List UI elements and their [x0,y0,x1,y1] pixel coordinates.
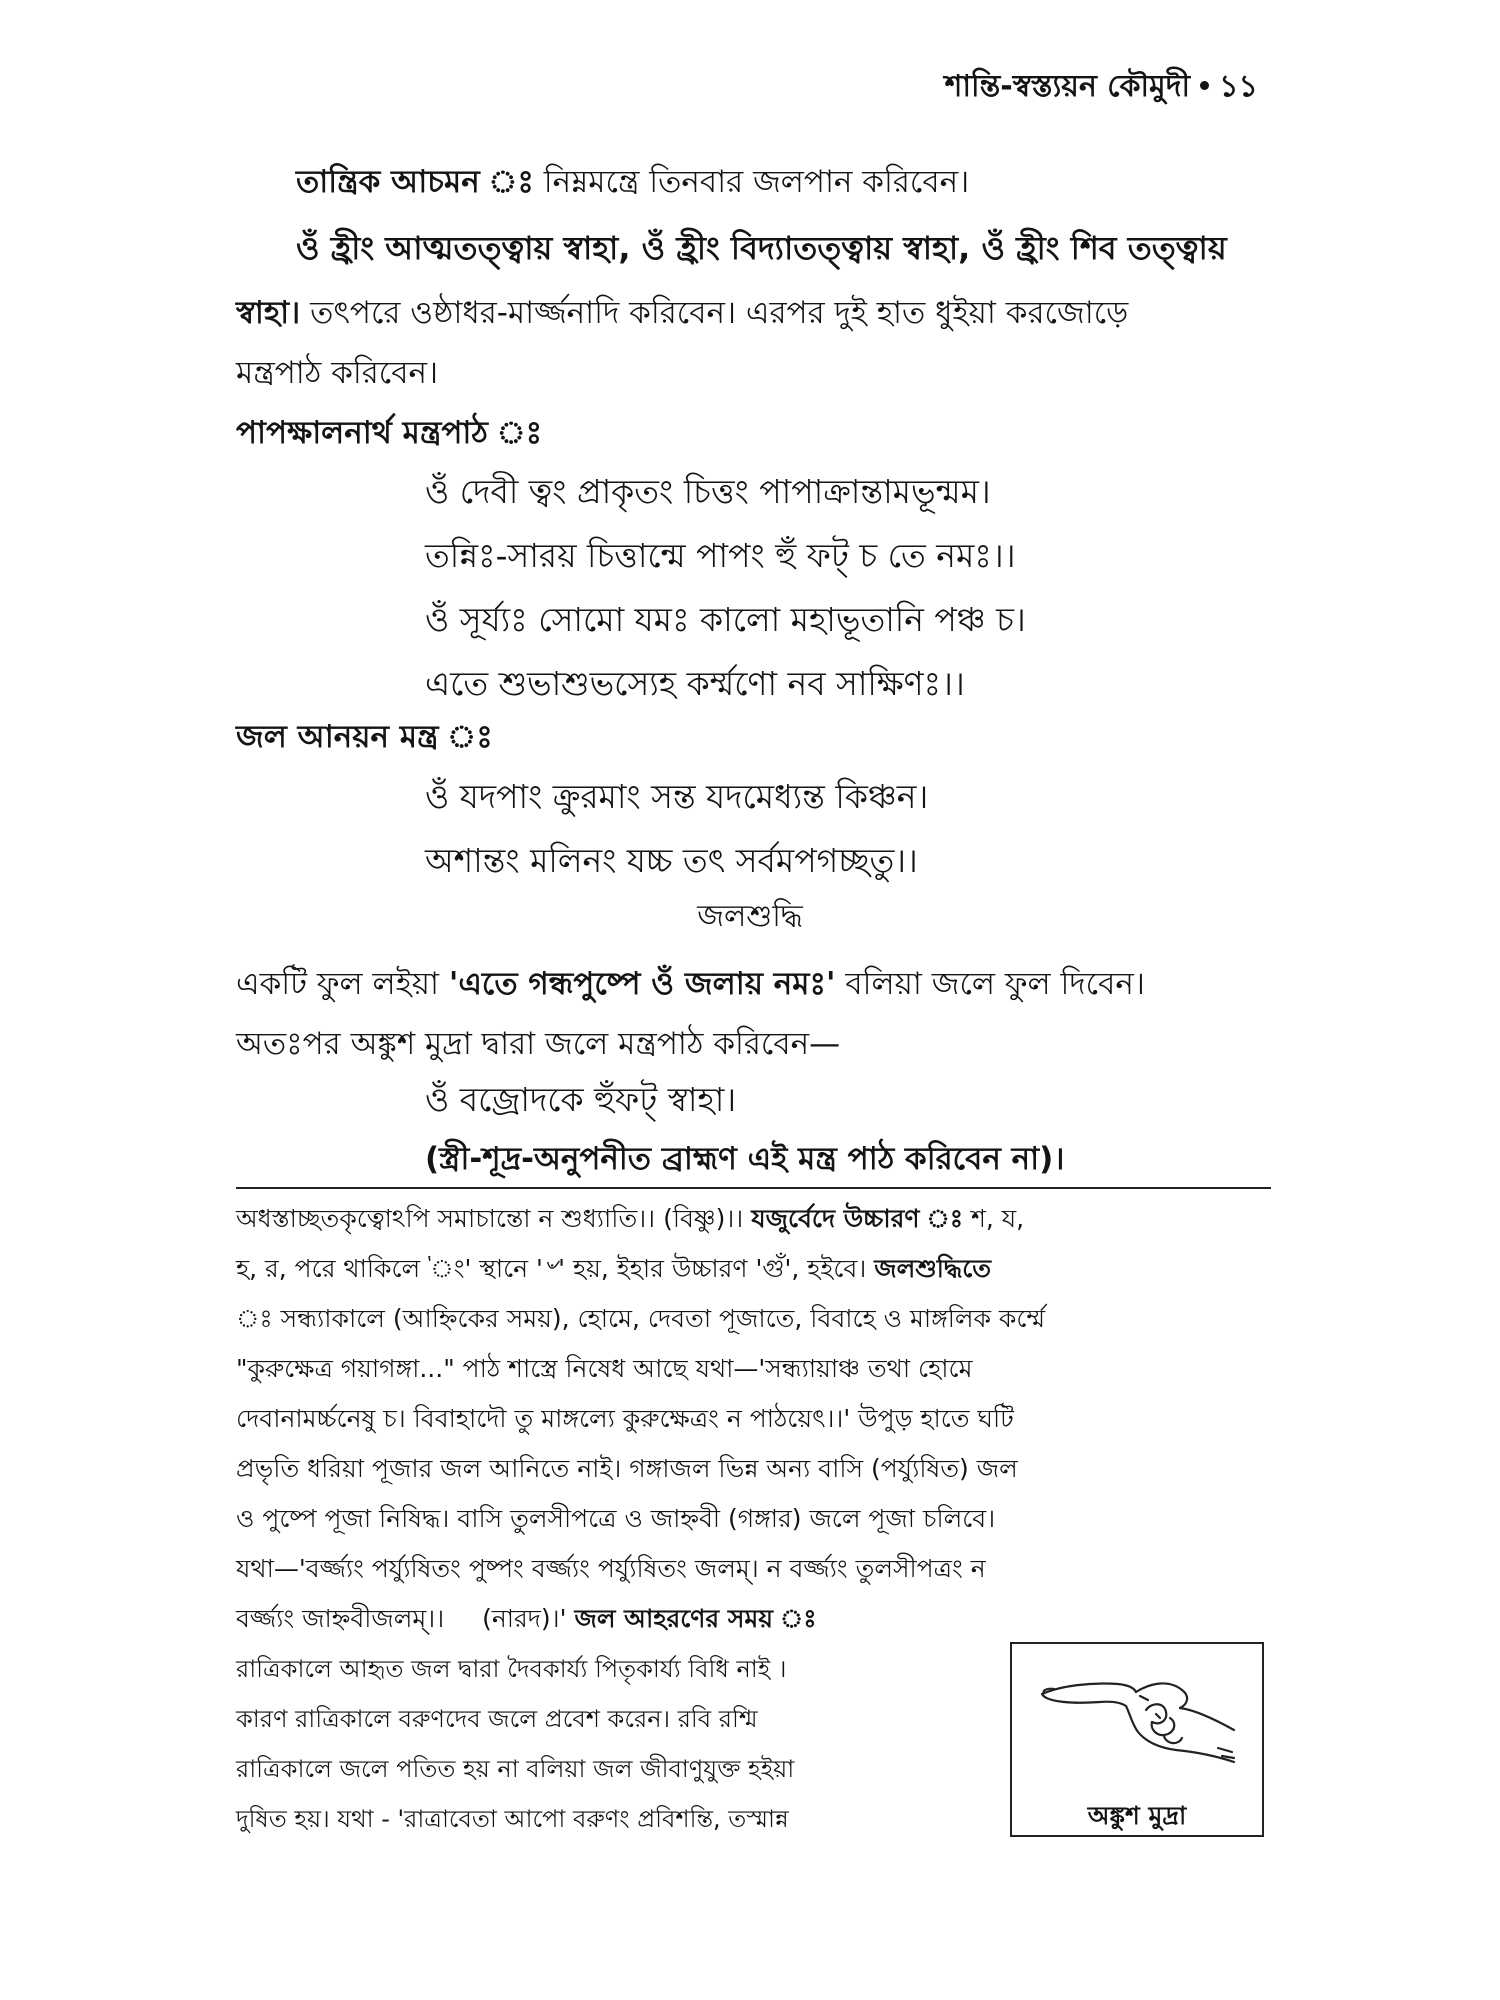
figure-caption: অঙ্কুশ মুদ্রা [1087,1801,1187,1830]
body-line-7-c: বলিয়া জলে ফুল দিবেন। [845,966,1145,1002]
footnote-line-1-c: যজুর্বেদে উচ্চারণ ঃ [751,1204,964,1233]
header-title: শান্তি-স্বস্ত্যয়ন কৌমুদী [944,69,1191,104]
hand-gesture-icon [1020,1652,1254,1792]
tantrik-achaman-heading: তান্ত্রিক আচমন ঃ [296,164,534,200]
body-line-7-mantra: 'এতে গন্ধপুষ্পে ওঁ জলায় নমঃ' [448,966,836,1002]
footnote-line-9-a: বর্জ্জ্যং জাহ্নবীজলম্।। [236,1604,445,1633]
jal-anayan-heading: জল আনয়ন মন্ত্র ঃ [236,719,493,755]
body-line-3-bold: স্বাহা। [236,295,301,331]
verse-line-7: ওঁ বজ্রোদকে হুঁফট্ স্বাহা। [425,1080,737,1119]
footnote-line-2-a: হ, র, পরে থাকিলে 'ং' স্থানে '৺' হয়, ইহার উচ্চারণ 'গুঁ', হইবে। [236,1254,867,1283]
footnote-divider [236,1187,1271,1189]
footnote-line-9-c: জল আহরণের সময় ঃ [574,1604,817,1633]
section-heading-jalashuddhi: জলশুদ্ধি [697,899,803,934]
body-line-3 [236,291,1128,335]
ankush-mudra-figure [1010,1642,1264,1837]
verse-line-3: ওঁ সূর্য্যঃ সোমো যমঃ কালো মহাভূতানি পঞ্চ চ। [425,600,1026,639]
body-line-4: মন্ত্রপাঠ করিবেন। [236,355,439,391]
footnote-line-11: কারণ রাত্রিকালে বরুণদেব জলে প্রবেশ করেন। রবি রশ্মি [236,1705,758,1733]
body-line-7-a: একটি ফুল লইয়া [236,966,439,1002]
body-line-7 [236,962,1145,1006]
footnote-line-1-d: শ, য, [971,1204,1025,1233]
verse-line-6: অশান্তং মলিনং যচ্চ তৎ সর্বমপগচ্ছতু।। [425,841,918,880]
footnote-line-3: ঃ সন্ধ্যাকালে (আহ্নিকের সময়), হোমে, দেবতা পূজাতে, বিবাহে ও মাঙ্গলিক কর্ম্মে [236,1304,1046,1333]
verse-line-2: তন্নিঃ-সারয় চিত্তান্মে পাপং হুঁ ফট্ চ তে নমঃ।। [425,536,1016,575]
footnote-line-7: ও পুষ্পে পূজা নিষিদ্ধ। বাসি তুলসীপত্রে ও জাহ্নবী (গঙ্গার) জলে পূজা চলিবে। [236,1504,996,1533]
body-line-1-text: নিম্নমন্ত্রে তিনবার জলপান করিবেন। [543,164,970,200]
body-line-8: অতঃপর অঙ্কুশ মুদ্রা দ্বারা জলে মন্ত্রপাঠ করিবেন— [236,1026,841,1062]
body-line-3-text: তৎপরে ওষ্ঠাধর-মার্জ্জনাদি করিবেন। এরপর দুই হাত ধুইয়া করজোড়ে [310,295,1129,331]
footnote-line-13: দুষিত হয়। যথা - 'রাত্রাবেতা আপো বরুণং প্রবিশন্তি, তস্মান্ন [236,1805,789,1833]
papakshalan-heading: পাপক্ষালনার্থ মন্ত্রপাঠ ঃ [236,415,543,451]
verse-line-1: ওঁ দেবী ত্বং প্রাকৃতং চিত্তং পাপাক্রান্তামভূন্মম। [425,472,991,511]
footnote-line-10: রাত্রিকালে আহৃত জল দ্বারা দৈবকার্য্য পিতৃকার্য্য বিধি নাই । [236,1655,787,1683]
footnote-line-12: রাত্রিকালে জলে পতিত হয় না বলিয়া জল জীবাণুযুক্ত হইয়া [236,1755,795,1783]
footnote-line-4: "কুরুক্ষেত্র গয়াগঙ্গা..." পাঠ শাস্ত্রে নিষেধ আছে যথা—'সন্ধ্যায়াঞ্চ তথা হোমে [236,1354,973,1383]
footnote-line-2-b: জলশুদ্ধিতে [874,1254,992,1283]
footnote-line-6: প্রভৃতি ধরিয়া পূজার জল আনিতে নাই। গঙ্গাজল ভিন্ন অন্য বাসি (পর্য্যুষিত) জল [236,1454,1018,1483]
footnote-line-1 [236,1200,1024,1238]
verse-line-5: ওঁ যদপাং ক্রুরমাং সন্ত যদমেধ্যন্ত কিঞ্চন। [425,777,929,816]
running-header [945,62,1258,113]
footnote-line-9 [236,1600,817,1638]
footnote-line-9-b: (নারদ)।' [482,1604,567,1633]
body-line-2: ওঁ হ্রীং আত্মতত্ত্বায় স্বাহা, ওঁ হ্রীং বিদ্যাতত্ত্বায় স্বাহা, ওঁ হ্রীং শিব তত্ত্বায় [296,229,1227,267]
header-bullet [1200,81,1209,90]
footnote-line-5: দেবানামর্চ্চনেষু চ। বিবাহাদৌ তু মাঙ্গল্যে কুরুক্ষেত্রং ন পাঠয়েৎ।।' উপুড় হাতে ঘটি [236,1404,1014,1433]
footnote-line-1-a: অধস্তাচ্ছতকৃত্বোঽপি সমাচান্তো ন শুধ্যাতি।। [236,1204,656,1233]
footnote-line-8: যথা—'বর্জ্জ্যং পর্য্যুষিতং পুষ্পং বর্জ্জ্যং পর্য্যুষিতং জলম্। ন বর্জ্জ্যং তুলসীপত্রং ন [236,1554,986,1583]
page-number: ১১ [1219,69,1258,104]
verse-line-4: এতে শুভাশুভস্যেহ কর্ম্মণো নব সাক্ষিণঃ।। [425,664,965,703]
body-line-1 [296,160,969,204]
footnote-line-2 [236,1250,991,1288]
verse-line-8: (স্ত্রী-শূদ্র-অনুপনীত ব্রাহ্মণ এই মন্ত্র পাঠ করিবেন না)। [425,1141,1065,1177]
footnote-line-1-b: (বিষ্ণু)।। [663,1204,744,1233]
